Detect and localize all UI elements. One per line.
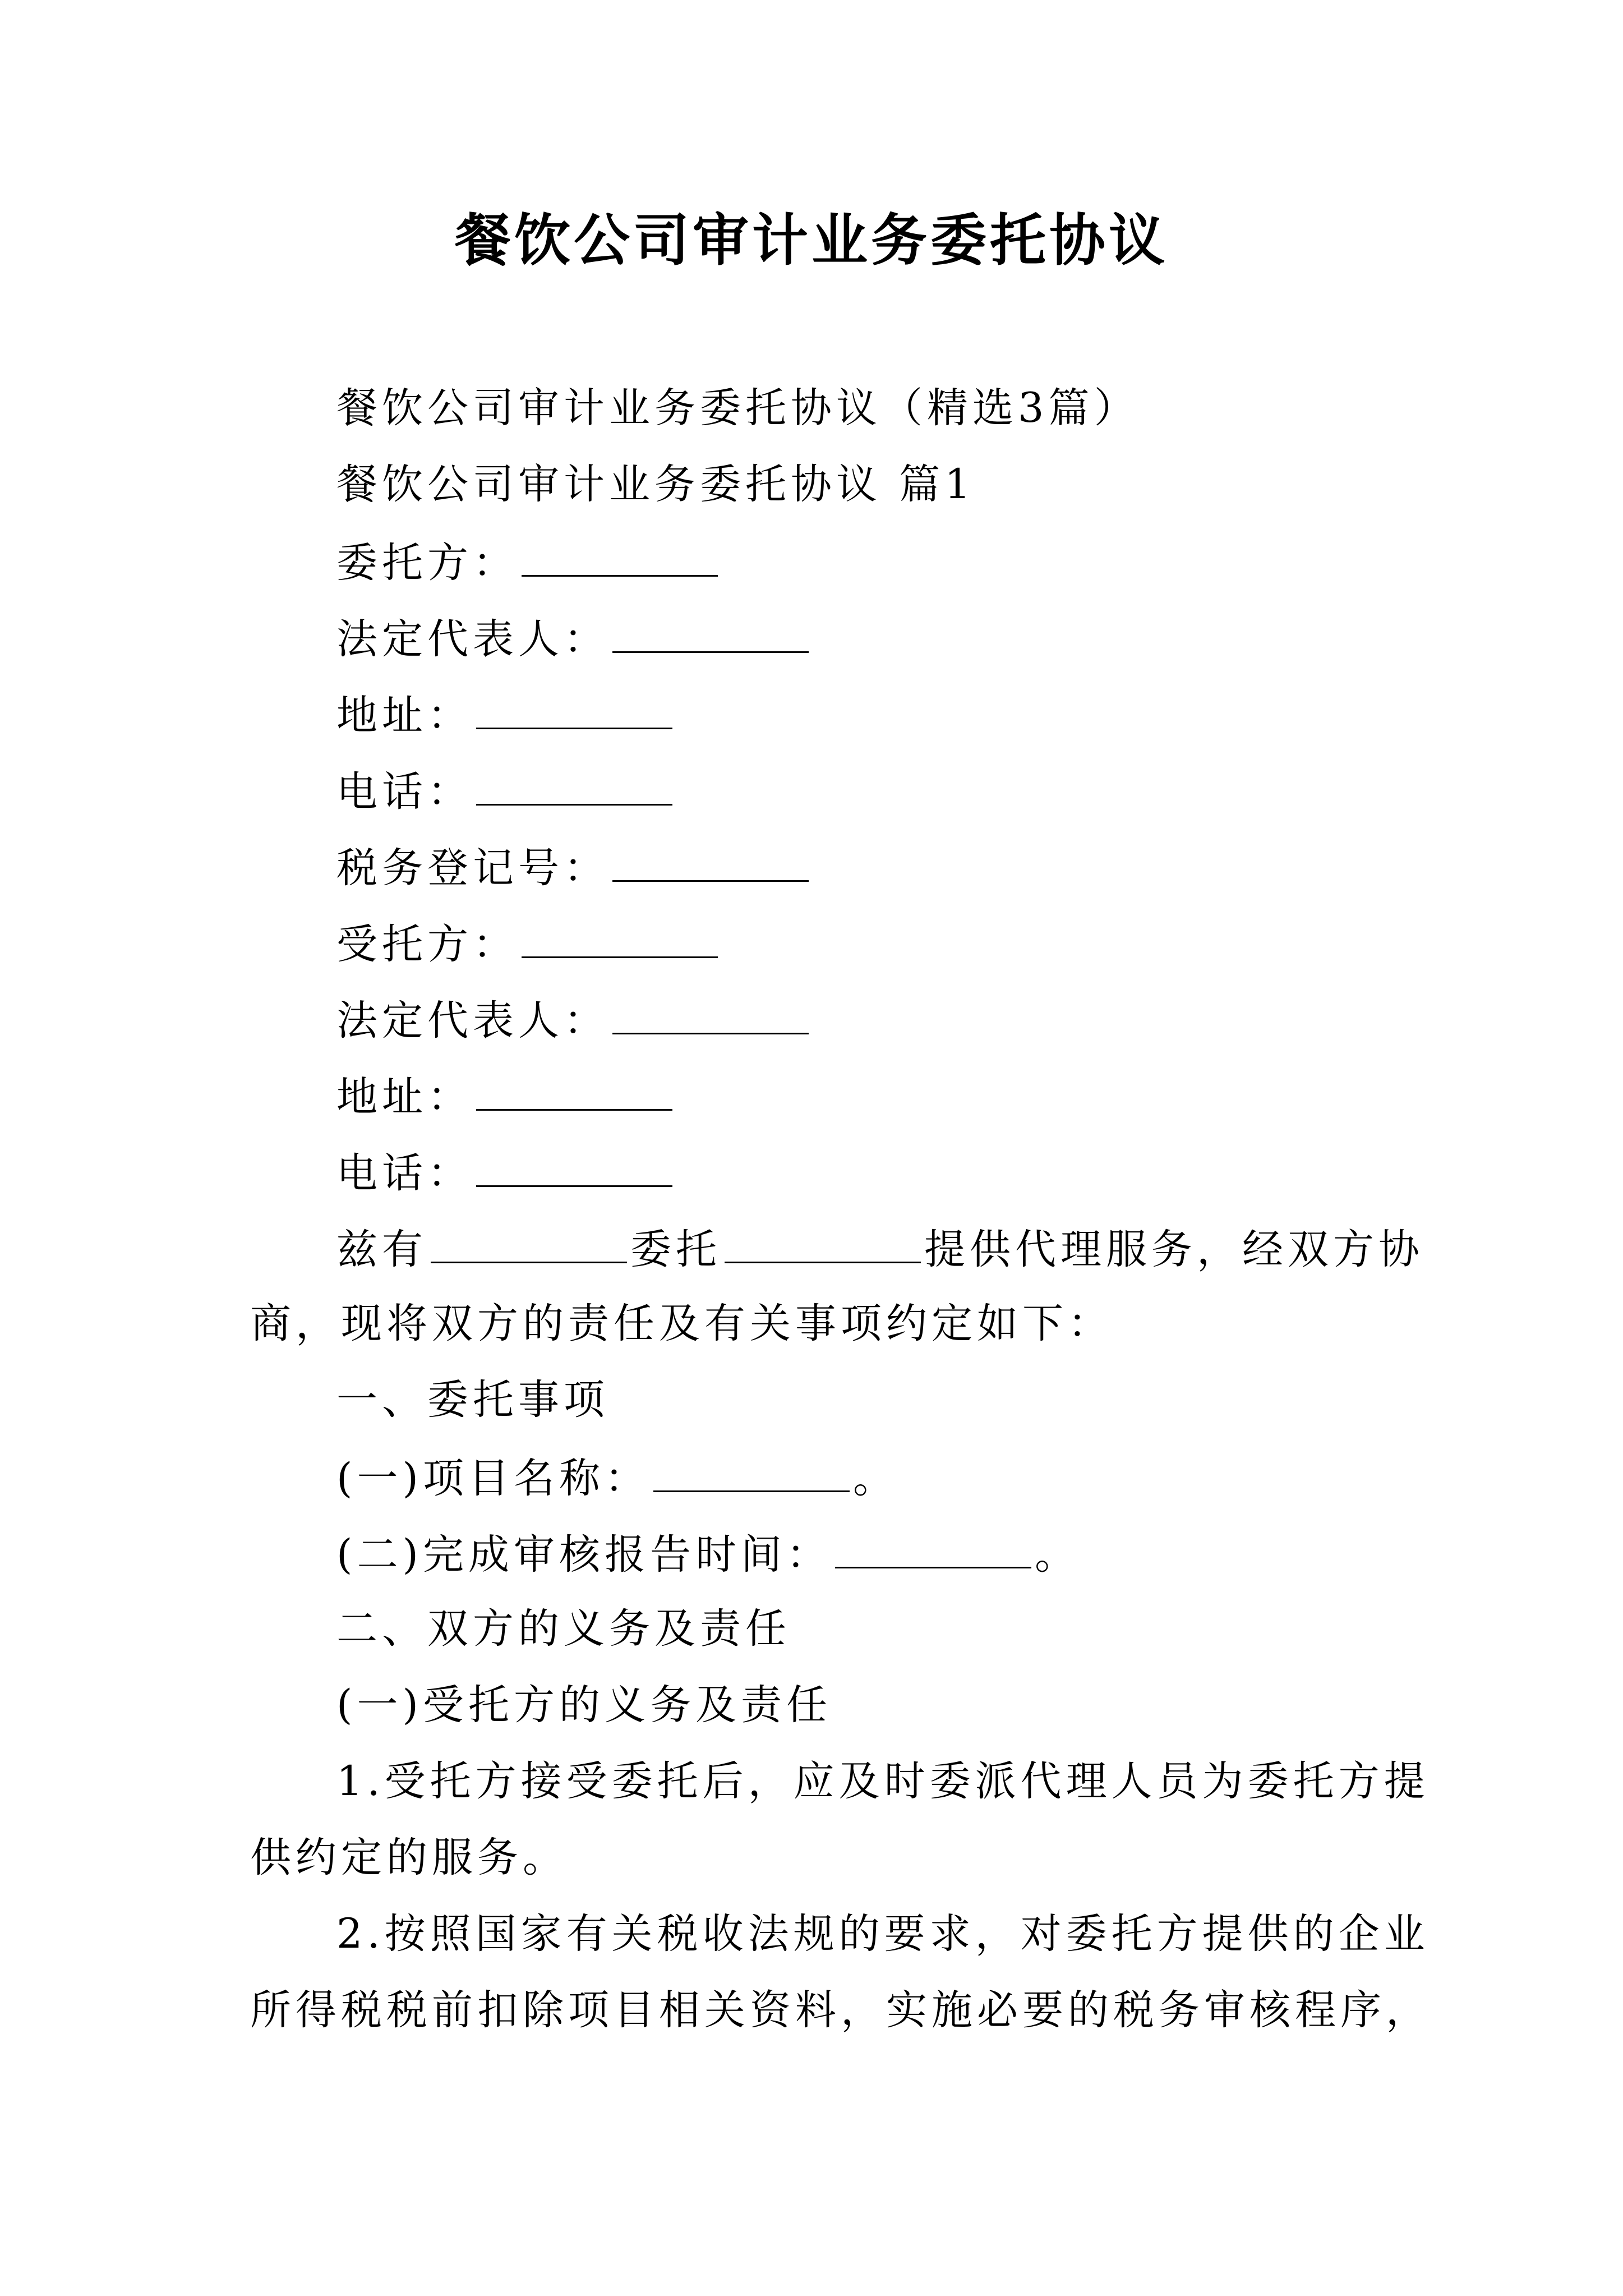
intro-paragraph-line1	[336, 1222, 1424, 1275]
client-address-label: 地址：	[336, 692, 473, 739]
report-time-blank	[835, 1527, 1031, 1568]
heading-entrusted-matters: 一、委托事项	[336, 1376, 609, 1424]
agent-label: 受托方：	[336, 921, 518, 968]
heading-agent-obligations: (一)受托方的义务及责任	[336, 1681, 832, 1729]
agent-address-label: 地址：	[336, 1073, 473, 1121]
clause-1-line2: 供约定的服务。	[250, 1834, 568, 1881]
agent-phone-blank	[476, 1146, 672, 1187]
agent-phone-label: 电话：	[336, 1149, 473, 1197]
agent-address-field	[336, 1070, 676, 1122]
clause-2-line2: 所得税税前扣除项目相关资料，实施必要的税务审核程序，	[250, 1986, 1431, 2034]
client-legal-rep-blank	[612, 612, 809, 653]
agent-blank	[522, 917, 718, 958]
item-project-name	[336, 1451, 898, 1504]
report-time-period: 。	[1034, 1531, 1080, 1579]
agent-phone-field	[336, 1146, 676, 1199]
client-label: 委托方：	[336, 539, 518, 587]
clause-2-line1: 2.按照国家有关税收法规的要求，对委托方提供的企业	[336, 1910, 1430, 1958]
client-phone-label: 电话：	[336, 768, 473, 816]
report-time-label: (二)完成审核报告时间：	[336, 1531, 832, 1579]
clause-1-line1: 1.受托方接受委托后，应及时委派代理人员为委托方提	[336, 1757, 1430, 1805]
tax-reg-label: 税务登记号：	[336, 844, 609, 892]
client-legal-rep-field	[336, 612, 812, 665]
project-name-label: (一)项目名称：	[336, 1455, 650, 1502]
agent-legal-rep-field	[336, 993, 812, 1046]
section-heading: 餐饮公司审计业务委托协议 篇1	[336, 461, 975, 508]
intro-paragraph-line2: 商，现将双方的责任及有关事项约定如下：	[250, 1300, 1113, 1347]
document-title: 餐饮公司审计业务委托协议	[455, 207, 1168, 273]
agent-legal-rep-blank	[612, 993, 809, 1034]
intro-blank-2	[725, 1222, 921, 1263]
client-address-blank	[476, 688, 672, 729]
tax-reg-blank	[612, 841, 809, 882]
client-field	[336, 536, 721, 588]
client-legal-rep-label: 法定代表人：	[336, 615, 609, 663]
intro-text-2: 委托	[630, 1226, 721, 1273]
intro-text-1: 兹有	[336, 1226, 427, 1273]
project-name-period: 。	[852, 1455, 898, 1502]
intro-text-3: 提供代理服务，经双方协	[924, 1226, 1424, 1273]
client-phone-blank	[476, 765, 672, 806]
document-subtitle: 餐饮公司审计业务委托协议（精选3篇）	[336, 384, 1140, 432]
client-blank	[522, 536, 718, 577]
client-address-field	[336, 688, 676, 741]
agent-legal-rep-label: 法定代表人：	[336, 997, 609, 1045]
item-report-time	[336, 1527, 1080, 1580]
project-name-blank	[653, 1451, 850, 1492]
heading-obligations: 二、双方的义务及责任	[336, 1605, 791, 1653]
agent-address-blank	[476, 1070, 672, 1111]
intro-blank-1	[431, 1222, 627, 1263]
client-phone-field	[336, 765, 676, 817]
tax-reg-field	[336, 841, 812, 894]
agent-field	[336, 917, 721, 970]
